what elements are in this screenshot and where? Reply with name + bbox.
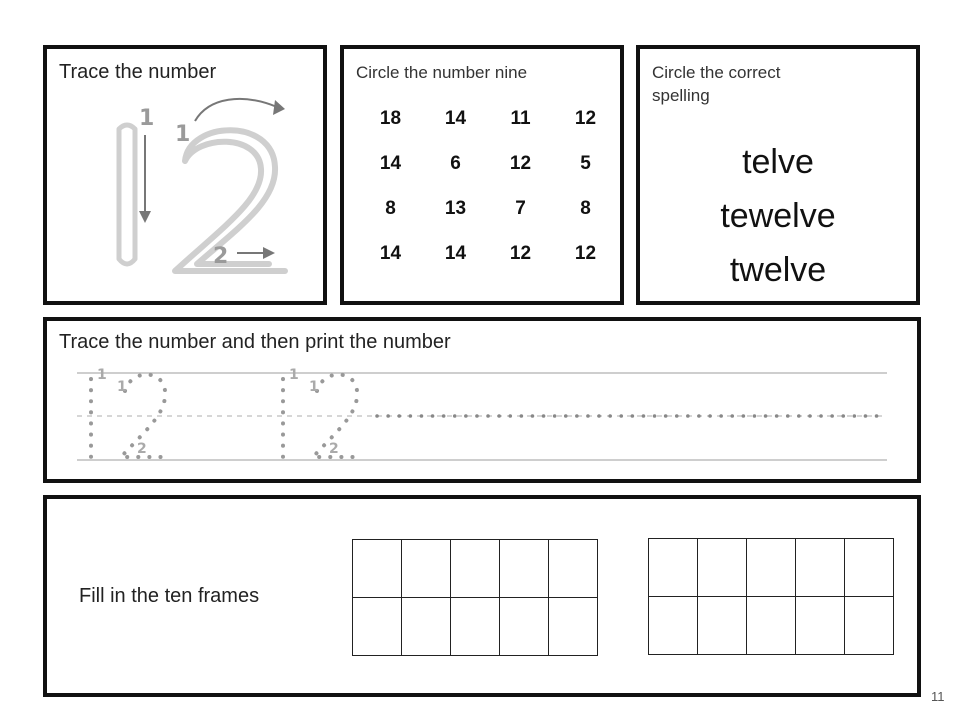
ten-frame-cell[interactable]	[845, 597, 894, 655]
number-cell[interactable]: 13	[444, 198, 467, 219]
spelling-box	[636, 45, 920, 305]
down-arrow-icon	[139, 135, 151, 223]
curve-arrow-icon	[195, 99, 285, 121]
stroke-number-label: 1	[117, 379, 127, 395]
trace-print-box	[43, 317, 921, 483]
right-arrow-icon	[237, 247, 275, 259]
ten-frame-cell[interactable]	[796, 539, 845, 597]
stroke-number-label: 2	[137, 441, 147, 457]
spelling-title	[652, 61, 780, 107]
trace-number-title: Trace the number	[59, 61, 217, 83]
ten-frame-cell[interactable]	[402, 540, 451, 598]
stroke-number-label: 1	[139, 106, 155, 131]
ten-frame-cell[interactable]	[451, 598, 500, 656]
traceable-number-graphic	[47, 49, 323, 301]
spelling-title-line2: spelling	[652, 86, 710, 105]
ten-frame-cell[interactable]	[747, 597, 796, 655]
number-cell[interactable]: 14	[444, 108, 467, 129]
number-cell[interactable]: 14	[379, 243, 402, 264]
number-cell[interactable]: 7	[515, 198, 526, 219]
ten-frame-cell[interactable]	[451, 540, 500, 598]
circle-nine-box	[340, 45, 624, 305]
spelling-option[interactable]: twelve	[729, 251, 827, 289]
stroke-number-label: 1	[175, 122, 191, 147]
trace-print-title: Trace the number and then print the number	[59, 331, 451, 353]
number-cell[interactable]: 11	[510, 108, 531, 129]
stroke-number-label: 2	[329, 441, 339, 457]
ten-frame-cell[interactable]	[402, 598, 451, 656]
ten-frame-2	[648, 538, 894, 655]
spelling-options	[640, 135, 916, 297]
number-cell[interactable]: 5	[580, 153, 591, 174]
stroke-number-label: 2	[213, 244, 229, 269]
ten-frame-cell[interactable]	[549, 598, 598, 656]
number-cell[interactable]: 14	[444, 243, 467, 264]
number-cell[interactable]: 8	[580, 198, 591, 219]
number-cell[interactable]: 8	[385, 198, 396, 219]
ten-frame-cell[interactable]	[845, 539, 894, 597]
number-cell[interactable]: 12	[509, 243, 532, 264]
number-cell[interactable]: 12	[574, 108, 597, 129]
spelling-option[interactable]: tewelve	[720, 197, 836, 235]
number-cell[interactable]: 12	[574, 243, 597, 264]
number-cell[interactable]: 18	[379, 108, 402, 129]
circle-nine-title: Circle the number nine	[356, 63, 528, 82]
number-cell[interactable]: 6	[450, 153, 461, 174]
number-cell[interactable]: 14	[379, 153, 402, 174]
stroke-number-label: 1	[97, 367, 107, 383]
ten-frame-cell[interactable]	[353, 540, 402, 598]
number-grid	[358, 103, 618, 270]
ten-frame-cell[interactable]	[500, 540, 549, 598]
ten-frame-cell[interactable]	[500, 598, 549, 656]
handwriting-lines[interactable]	[47, 321, 917, 479]
ten-frame-cell[interactable]	[649, 539, 698, 597]
ten-frame-cell[interactable]	[747, 539, 796, 597]
trace-number-box	[43, 45, 327, 305]
ten-frame-cell[interactable]	[353, 598, 402, 656]
stroke-number-label: 1	[289, 367, 299, 383]
ten-frame-cell[interactable]	[698, 597, 747, 655]
spelling-option[interactable]: telve	[742, 143, 814, 181]
ten-frames-label: Fill in the ten frames	[79, 585, 260, 607]
ten-frame-cell[interactable]	[549, 540, 598, 598]
trace-digit-one	[119, 125, 135, 264]
number-cell[interactable]: 12	[509, 153, 532, 174]
stroke-number-label: 1	[309, 379, 319, 395]
ten-frame-cell[interactable]	[698, 539, 747, 597]
page-number: 11	[931, 689, 945, 704]
ten-frame-cell[interactable]	[796, 597, 845, 655]
ten-frames-box	[43, 495, 921, 697]
ten-frame-cell[interactable]	[649, 597, 698, 655]
ten-frame-1	[352, 539, 598, 656]
spelling-title-line1: Circle the correct	[652, 63, 781, 82]
